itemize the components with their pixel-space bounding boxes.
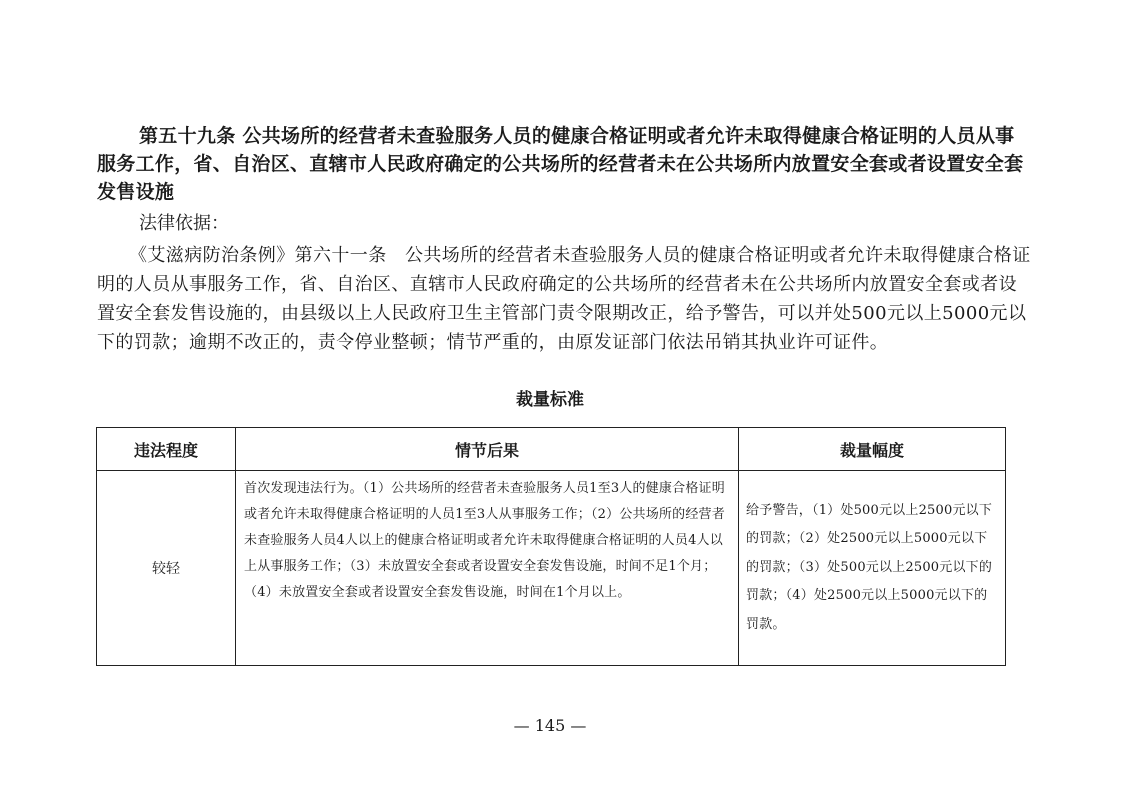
discretion-standard-table — [96, 427, 1006, 666]
cell-violation-level: 较轻 — [97, 471, 236, 666]
column-header-circumstances: 情节后果 — [236, 428, 739, 471]
table-header-row — [97, 428, 1006, 471]
table-row — [97, 471, 1006, 666]
article-title: 第五十九条 公共场所的经营者未查验服务人员的健康合格证明或者允许未取得健康合格证明的人员从事服务工作，省、自治区、直辖市人民政府确定的公共场所的经营者未在公共场所内放置安全套或者设置安全套发售设施 — [97, 125, 1024, 203]
legal-basis-label: 法律依据： — [139, 213, 229, 234]
column-header-range: 裁量幅度 — [739, 428, 1006, 471]
cell-discretion-range: 给予警告，（1）处500元以上2500元以下的罚款；（2）处2500元以上5000元以下的罚款；（3）处500元以上2500元以下的罚款；（4）处2500元以上5000元以下的罚款。 — [739, 471, 1006, 666]
page-number: — 145 — — [513, 716, 587, 735]
column-header-level: 违法程度 — [97, 428, 236, 471]
cell-circumstances: 首次发现违法行为。（1）公共场所的经营者未查验服务人员1至3人的健康合格证明或者允许未取得健康合格证明的人员1至3人从事服务工作；（2）公共场所的经营者未查验服务人员4人以上的健康合格证明或者允许未取得健康合格证明的人员4人以上从事服务工作；（3）未放置安全套或者设置安全套发售设施，时间不足1个月；（4）未放置安全套或者设置安全套发售设施，时间在1个月以上。 — [236, 471, 739, 666]
legal-basis-text: 《艾滋病防治条例》第六十一条 公共场所的经营者未查验服务人员的健康合格证明或者允许未取得健康合格证明的人员从事服务工作，省、自治区、直辖市人民政府确定的公共场所的经营者未在公共场所内放置安全套或者设置安全套发售设施的，由县级以上人民政府卫生主管部门责令限期改正，给予警告，可以并处500元以上5000元以下的罚款；逾期不改正的，责令停业整顿；情节严重的，由原发证部门依法吊销其执业许可证件。 — [97, 245, 1031, 353]
standard-heading: 裁量标准 — [516, 390, 584, 410]
